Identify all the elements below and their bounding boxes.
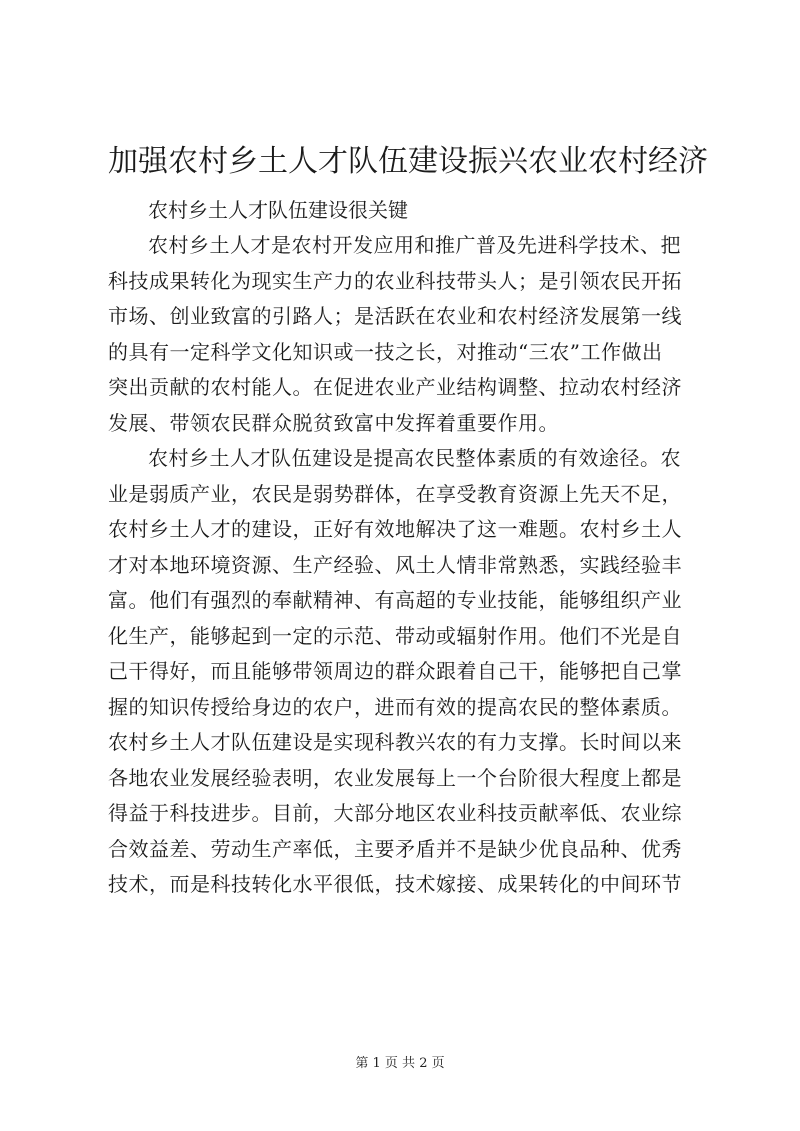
paragraph-line: 合效益差、劳动生产率低，主要矛盾并不是缺少优良品种、优秀 (108, 836, 682, 861)
document-page (108, 140, 708, 903)
paragraph-line: 化生产，能够起到一定的示范、带动或辐射作用。他们不光是自 (108, 623, 682, 648)
paragraph-line: 农村乡土人才队伍建设是提高农民整体素质的有效途径。农 (148, 446, 681, 470)
paragraph-line: 突出贡献的农村能人。在促进农业产业结构调整、拉动农村经济 (108, 375, 682, 399)
paragraph-line: 农村乡土人才是农村开发应用和推广普及先进科学技术、把 (148, 233, 681, 257)
document-title: 加强农村乡土人才队伍建设振兴农业农村经济 (108, 144, 708, 179)
paragraph-line: 农村乡土人才队伍建设是实现科教兴农的有力支撑。长时间以来 (108, 730, 682, 754)
section-heading: 农村乡土人才队伍建设很关键 (148, 198, 408, 222)
paragraph-line: 握的知识传授给身边的农户，进而有效的提高农民的整体素质。 (108, 694, 682, 719)
paragraph-1 (108, 228, 704, 441)
paragraph-line: 业是弱质产业，农民是弱势群体，在享受教育资源上先天不足， (108, 481, 682, 506)
paragraph-line: 技术，而是科技转化水平很低，技术嫁接、成果转化的中间环节 (108, 872, 682, 896)
paragraph-line: 科技成果转化为现实生产力的农业科技带头人；是引领农民开拓 (108, 268, 682, 293)
page-number-footer: 第 1 页 共 2 页 (355, 1056, 445, 1071)
paragraph-line: 发展、带领农民群众脱贫致富中发挥着重要作用。 (108, 410, 559, 435)
paragraph-line: 富。他们有强烈的奉献精神、有高超的专业技能，能够组织产业 (108, 588, 682, 612)
paragraph-line: 才对本地环境资源、生产经验、风土人情非常熟悉，实践经验丰 (108, 552, 682, 577)
paragraph-line: 各地农业发展经验表明，农业发展每上一个台阶很大程度上都是 (108, 765, 682, 790)
paragraph-line: 得益于科技进步。目前，大部分地区农业科技贡献率低、农业综 (108, 801, 682, 825)
paragraph-line: 农村乡土人才的建设，正好有效地解决了这一难题。农村乡土人 (108, 517, 682, 541)
paragraph-line: 的具有一定科学文化知识或一技之长，对推动“三农”工作做出 (108, 339, 663, 364)
paragraph-2 (108, 441, 704, 903)
paragraph-line: 己干得好，而且能够带领周边的群众跟着自己干，能够把自己掌 (108, 659, 682, 683)
paragraph-line: 市场、创业致富的引路人；是活跃在农业和农村经济发展第一线 (108, 304, 682, 328)
